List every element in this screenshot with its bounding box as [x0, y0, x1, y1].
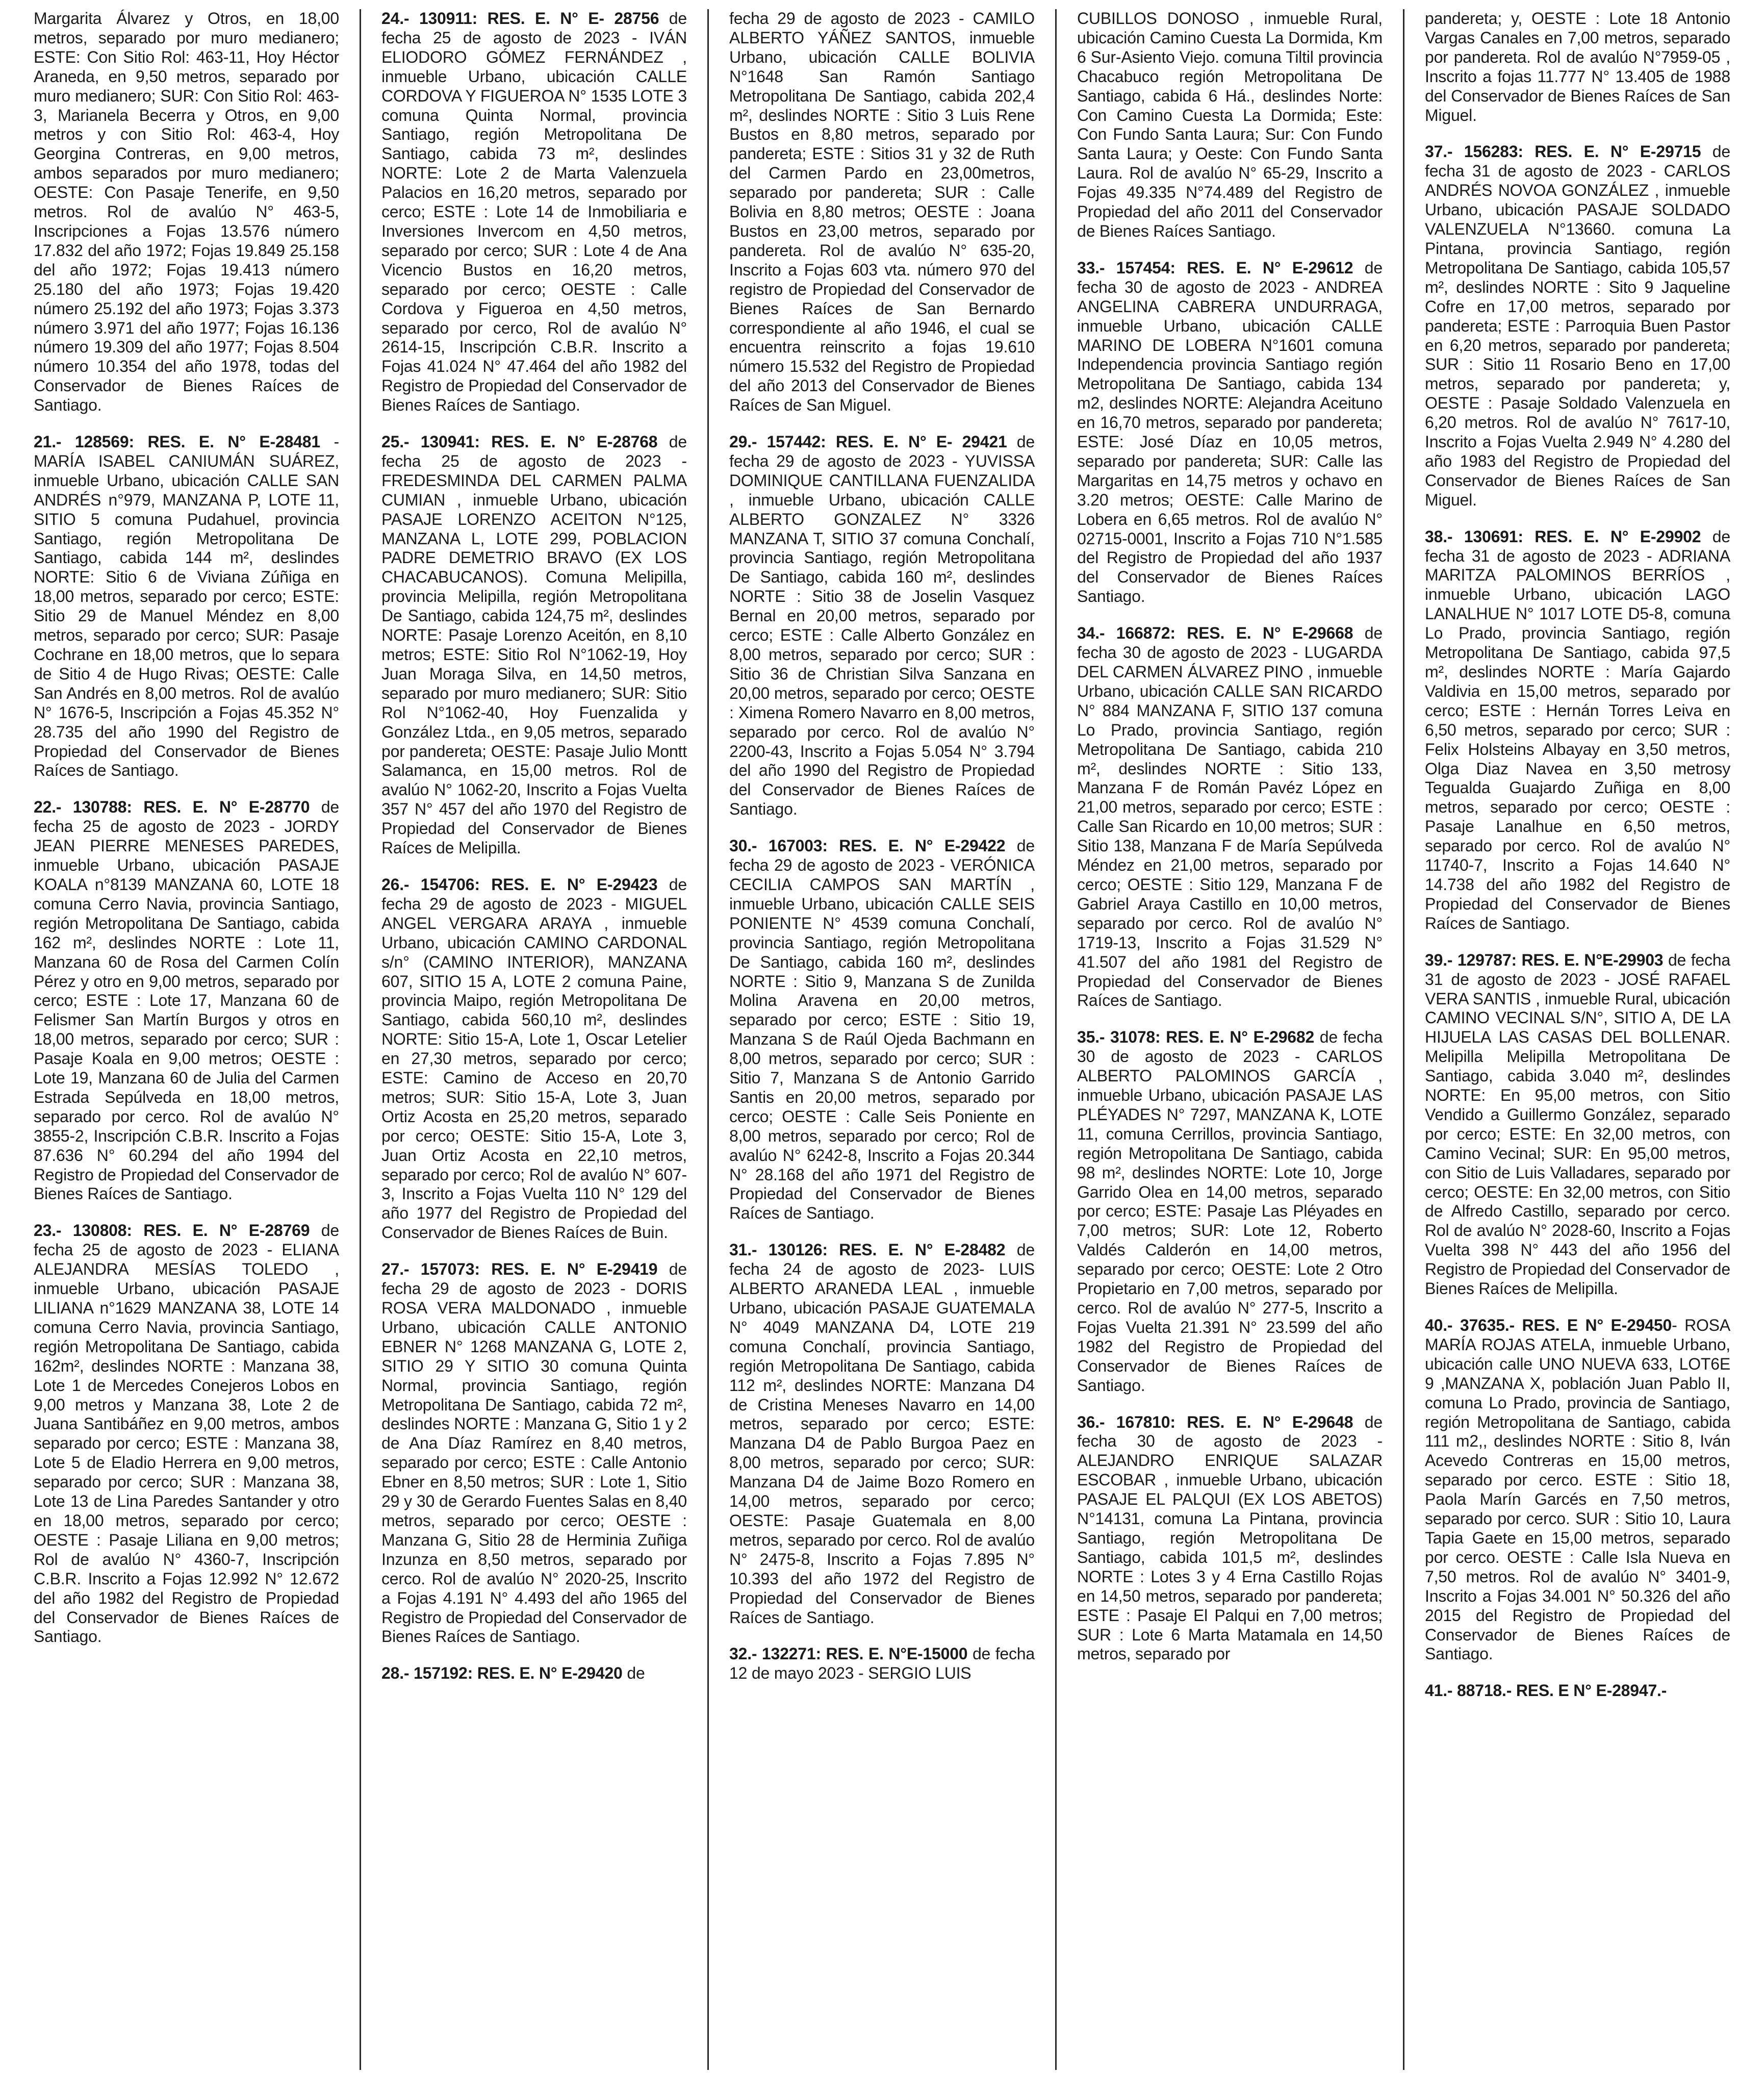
entry-text: de fecha 31 de agosto de 2023 - CARLOS ANDRÉS NOVOA GONZÁLEZ , inmueble Urbano, ubicación PASAJE SOLDADO VALENZUELA N°13660. comuna La Pintana, provincia Santiago, región Metropolitana De Santiago, cabida 105,57 m², deslindes NORTE : Sito 9 Jaqueline Cofre en 17,00 metros, separado por pandereta; ESTE : Parroquia Buen Pastor en 6,20 metros, separado por pandereta; SUR : Sitio 11 Rosario Beno en 17,00 metros, separado por pandereta; y, OESTE : Pasaje Soldado Valenzuela en 6,20 metros. Rol de avalúo N° 7617-10, Inscrito a Fojas Vuelta 2.949 N° 4.280 del año 1983 del Registro de Propiedad del Conservador de Bienes Raíces de San Miguel. [1425, 142, 1730, 509]
entry-heading: 23.- 130808: RES. E. N° E-28769 [34, 1221, 310, 1240]
entry-text: de fecha 12 de mayo 2023 - SERGIO LUIS [729, 1645, 1035, 1683]
legal-notice-entry [34, 9, 339, 415]
entry-heading: 29.- 157442: RES. E. N° E- 29421 [729, 433, 1007, 451]
entry-heading: 26.- 154706: RES. E. N° E-29423 [381, 875, 658, 894]
legal-notice-entry [34, 798, 339, 1204]
legal-notice-entry [381, 9, 687, 415]
entry-heading: 25.- 130941: RES. E. N° E-28768 [381, 433, 658, 451]
entry-heading: 39.- 129787: RES. E. N°E-29903 [1425, 950, 1664, 969]
entry-heading: 32.- 132271: RES. E. N°E-15000 [729, 1645, 968, 1663]
entry-text: CUBILLOS DONOSO , inmueble Rural, ubicación Camino Cuesta La Dormida, Km 6 Sur-Asiento Viejo. comuna Tiltil provincia Chacabuco región Metropolitana De Santiago, cabida 6 Há., deslindes Norte: Con Camino Cuesta La Dormida; Este: Con Fundo Santa Laura; Sur: Con Fundo Santa Laura; y Oeste: Con Fundo Santa Laura. Rol de avalúo N° 65-29, Inscrito a Fojas 49.335 N°74.489 del Registro de Propiedad del año 2011 del Conservador de Bienes Raíces Santiago. [1077, 9, 1383, 240]
entry-heading: 36.- 167810: RES. E. N° E-29648 [1077, 1412, 1353, 1431]
legal-notice-entry [1425, 951, 1730, 1299]
legal-notice-entry [381, 1664, 687, 1683]
column-3 [709, 9, 1057, 2070]
column-1 [23, 9, 361, 2070]
entry-heading: 37.- 156283: RES. E. N° E-29715 [1425, 142, 1701, 161]
entry-text: de fecha 30 de agosto de 2023 - ALEJANDRO ENRIQUE SALAZAR ESCOBAR , inmueble Urbano, ubicación PASAJE EL PALQUI (EX LOS ABETOS) N°14131, comuna La Pintana, provincia Santiago, región Metropolitana De Santiago, cabida 101,5 m², deslindes NORTE : Lotes 3 y 4 Erna Castillo Rojas en 14,50 metros, separado por pandereta; ESTE : Pasaje El Palqui en 7,00 metros; SUR : Lote 6 Marta Matamala en 14,50 metros, separado por [1077, 1412, 1383, 1663]
entry-text: de fecha 31 de agosto de 2023 - ADRIANA MARITZA PALOMINOS BERRÍOS , inmueble Urbano, ubicación LAGO LANALHUE N° 1017 LOTE D5-8, comuna Lo Prado, provincia Santiago, región Metropolitana De Santiago, cabida 97,5 m², deslindes NORTE : María Gajardo Valdivia en 15,00 metros, separado por cerco; ESTE : Hernán Torres Leiva en 6,50 metros, separado por cerco; SUR : Felix Holsteins Albayay en 3,50 metros, Olga Diaz Navea en 3,50 metrosy Tegualda Guajardo Zuñiga en 8,00 metros, separado por cerco; OESTE : Pasaje Lanalhue en 6,50 metros, separado por cerco. Rol de avalúo N° 11740-7, Inscrito a Fojas 14.640 N° 14.738 del año 1982 del Registro de Propiedad del Conservador de Bienes Raíces de Santiago. [1425, 527, 1730, 932]
legal-notice-entry [381, 1260, 687, 1647]
entry-text: de fecha 30 de agosto de 2023 - CARLOS ALBERTO PALOMINOS GARCÍA , inmueble Urbano, ubicación PASAJE LAS PLÉYADES N° 7297, MANZANA K, LOTE 11, comuna Cerrillos, provincia Santiago, región Metropolitana De Santiago, cabida 98 m², deslindes NORTE: Lote 10, Jorge Garrido Olea en 14,00 metros, separado por cerco; ESTE: Pasaje Las Pléyades en 7,00 metros; SUR: Lote 12, Roberto Valdés Calderón en 14,00 metros, separado por cerco; OESTE: Lote 2 Otro Propietario en 7,00 metros, separado por cerco. Rol de avalúo N° 277-5, Inscrito a Fojas Vuelta 21.391 N° 23.599 del año 1982 del Registro de Propiedad del Conservador de Bienes Raíces de Santiago. [1077, 1028, 1383, 1395]
entry-heading: 30.- 167003: RES. E. N° E-29422 [729, 837, 1006, 855]
legal-notice-entry [1425, 1681, 1730, 1701]
legal-notice-entry [1077, 1028, 1383, 1395]
entry-heading: 28.- 157192: RES. E. N° E-29420 [381, 1664, 623, 1683]
legal-notice-entry [381, 433, 687, 858]
legal-notice-entry [729, 837, 1035, 1223]
legal-notice-entry [729, 9, 1035, 415]
entry-text: de fecha 30 de agosto de 2023 - LUGARDA DEL CARMEN ÁLVAREZ PINO , inmueble Urbano, ubicación CALLE SAN RICARDO N° 884 MANZANA F, SITIO 137 comuna Lo Prado, provincia Santiago, región Metropolitana De Santiago, cabida 210 m², deslindes NORTE : Sitio 133, Manzana F de Román Pavéz López en 21,00 metros, separado por cerco; ESTE : Calle San Ricardo en 10,00 metros; SUR : Sitio 138, Manzana F de María Sepúlveda Méndez en 21,00 metros, separado por cerco; OESTE : Sitio 129, Manzana F de Gabriel Araya Castillo en 10,00 metros, separado por cerco. Rol de avalúo N° 1719-13, Inscrito a Fojas 31.529 N° 41.507 del año 1981 del Registro de Propiedad del Conservador de Bienes Raíces de Santiago. [1077, 624, 1383, 1010]
entry-heading: 27.- 157073: RES. E. N° E-29419 [381, 1260, 658, 1279]
entry-text: de [622, 1664, 645, 1683]
entry-heading: 41.- 88718.- RES. E N° E-28947.- [1425, 1681, 1667, 1700]
entry-heading: 33.- 157454: RES. E. N° E-29612 [1077, 258, 1353, 277]
entry-text: fecha 29 de agosto de 2023 - CAMILO ALBERTO YÁÑEZ SANTOS, inmueble Urbano, ubicación CALLE BOLIVIA N°1648 San Ramón Santiago Metropolitana De Santiago, cabida 202,4 m², deslindes NORTE : Sitio 3 Luis Rene Bustos en 8,80 metros, separado por pandereta; ESTE : Sitios 31 y 32 de Ruth del Carmen Pardo en 23,00metros, separado por pandereta; SUR : Calle Bolivia en 8,80 metros; OESTE : Joana Bustos en 23,00 metros, separado por pandereta. Rol de avalúo N° 635-20, Inscrito a Fojas 603 vta. número 970 del registro de Propiedad del Conservador de Bienes Raíces de San Bernardo correspondiente al año 1946, el cual se encuentra reinscrito a fojas 19.610 número 15.532 del Registro de Propiedad del año 2013 del Conservador de Bienes Raíces de San Miguel. [729, 9, 1035, 415]
entry-text: de fecha 25 de agosto de 2023 - JORDY JEAN PIERRE MENESES PAREDES, inmueble Urbano, ubicación PASAJE KOALA n°8139 MANZANA 60, LOTE 18 comuna Cerro Navia, provincia Santiago, región Metropolitana De Santiago, cabida 162 m², deslindes NORTE : Lote 11, Manzana 60 de Rosa del Carmen Colín Pérez y otro en 9,00 metros, separado por cerco; ESTE : Lote 17, Manzana 60 de Felismer San Martín Burgos y otros en 18,00 metros, separado por cerco; SUR : Pasaje Koala en 9,00 metros; OESTE : Lote 19, Manzana 60 de Julia del Carmen Estrada Sepúlveda en 18,00 metros, separado por cerco. Rol de avalúo N° 3855-2, Inscripción C.B.R. Inscrito a Fojas 87.636 N° 60.294 del año 1994 del Registro de Propiedad del Conservador de Bienes Raíces de Santiago. [34, 798, 339, 1203]
entry-text: de fecha 29 de agosto de 2023 - YUVISSA DOMINIQUE CANTILLANA FUENZALIDA , inmueble Urbano, ubicación CALLE ALBERTO GONZALEZ N° 3326 MANZANA T, SITIO 37 comuna Conchalí, provincia Santiago, región Metropolitana De Santiago, cabida 160 m², deslindes NORTE : Sitio 38 de Joselin Vasquez Bernal en 20,00 metros, separado por cerco; ESTE : Calle Alberto González en 8,00 metros, separado por cerco; SUR : Sitio 36 de Christian Silva Sanzana en 20,00 metros, separado por cerco; OESTE : Ximena Romero Navarro en 8,00 metros, separado por cerco. Rol de avalúo N° 2200-43, Inscrito a Fojas 5.054 N° 3.794 del año 1990 del Registro de Propiedad del Conservador de Bienes Raíces de Santiago. [729, 433, 1035, 819]
entry-text: de fecha 30 de agosto de 2023 - ANDREA ANGELINA CABRERA UNDURRAGA, inmueble Urbano, ubicación CALLE MARINO DE LOBERA N°1601 comuna Independencia provincia Santiago región Metropolitana De Santiago, cabida 134 m2, deslindes NORTE: Alejandra Aceituno en 16,70 metros, separado por pandereta; ESTE: José Díaz en 10,05 metros, separado por pandereta; SUR: Calle las Margaritas en 14,75 metros y ochavo en 3.20 metros; OESTE: Calle Marino de Lobera en 6,65 metros. Rol de avalúo N° 02715-0001, Inscrito a Fojas 710 N°1.585 del Registro de Propiedad del año 1937 del Conservador de Bienes Raíces Santiago. [1077, 258, 1383, 606]
legal-notice-entry [729, 1241, 1035, 1627]
entry-heading: 31.- 130126: RES. E. N° E-28482 [729, 1241, 1006, 1259]
legal-notice-entry [1425, 1316, 1730, 1664]
legal-notice-entry [1425, 527, 1730, 933]
entry-heading: 38.- 130691: RES. E. N° E-29902 [1425, 527, 1701, 546]
entry-heading: 24.- 130911: RES. E. N° E- 28756 [381, 9, 659, 28]
legal-notice-entry [729, 1645, 1035, 1683]
column-2 [361, 9, 709, 2070]
entry-text: de fecha 24 de agosto de 2023- LUIS ALBERTO ARANEDA LEAL , inmueble Urbano, ubicación PASAJE GUATEMALA N° 4049 MANZANA D4, LOTE 219 comuna Conchalí, provincia Santiago, región Metropolitana De Santiago, cabida 112 m², deslindes NORTE: Manzana D4 de Cristina Meneses Navarro en 14,00 metros, separado por cerco; ESTE: Manzana D4 de Pablo Burgoa Paez en 8,00 metros, separado por cerco; SUR: Manzana D4 de Jaime Bozo Romero en 14,00 metros, separado por cerco; OESTE: Pasaje Guatemala en 8,00 metros, separado por cerco. Rol de avalúo N° 2475-8, Inscrito a Fojas 7.895 N° 10.393 del año 1972 del Registro de Propiedad del Conservador de Bienes Raíces de Santiago. [729, 1241, 1035, 1627]
legal-notice-entry [34, 433, 339, 780]
legal-notice-entry [1077, 1413, 1383, 1664]
legal-notice-entry [381, 875, 687, 1243]
legal-notice-entry [729, 433, 1035, 819]
legal-notice-entry [1425, 9, 1730, 125]
legal-notice-entry [34, 1221, 339, 1647]
legal-notice-entry [1077, 259, 1383, 606]
entry-text: - MARÍA ISABEL CANIUMÁN SUÁREZ, inmueble Urbano, ubicación CALLE SAN ANDRÉS n°979, MANZANA P, LOTE 11, SITIO 5 comuna Pudahuel, provincia Santiago, región Metropolitana De Santiago, cabida 144 m², deslindes NORTE: Sitio 6 de Viviana Zúñiga en 18,00 metros, separado por cerco; ESTE: Sitio 29 de Manuel Méndez en 8,00 metros, separado por cerco; SUR: Pasaje Cochrane en 18,00 metros, que lo separa de Sitio 4 de Hugo Rivas; OESTE: Calle San Andrés en 8,00 metros. Rol de avalúo N° 1676-5, Inscripción a Fojas 45.352 N° 28.735 del año 1990 del Registro de Propiedad del Conservador de Bienes Raíces de Santiago. [34, 433, 339, 780]
legal-notice-entry [1425, 142, 1730, 510]
entry-heading: 40.- 37635.- RES. E N° E-29450 [1425, 1316, 1672, 1334]
legal-notice-entry [1077, 624, 1383, 1010]
legal-notice-entry [1077, 9, 1383, 241]
entry-text: pandereta; y, OESTE : Lote 18 Antonio Vargas Canales en 7,00 metros, separado por pandereta. Rol de avalúo N°7959-05 , Inscrito a fojas 11.777 N° 13.405 de 1988 del Conservador de Bienes Raíces de San Miguel. [1425, 9, 1730, 124]
entry-heading: 35.- 31078: RES. E. N° E-29682 [1077, 1028, 1315, 1047]
entry-heading: 21.- 128569: RES. E. N° E-28481 [34, 433, 320, 451]
entry-text: de fecha 25 de agosto de 2023 - IVÁN ELIODORO GÓMEZ FERNÁNDEZ , inmueble Urbano, ubicación CALLE CORDOVA Y FIGUEROA N° 1535 LOTE 3 comuna Quinta Normal, provincia Santiago, región Metropolitana De Santiago, cabida 73 m², deslindes NORTE: Lote 2 de Marta Valenzuela Palacios en 16,20 metros, separado por cerco; ESTE : Lote 14 de Inmobiliaria e Inversiones Invercom en 4,50 metros, separado por cerco; SUR : Lote 4 de Ana Vicencio Bustos en 16,20 metros, separado por cerco; OESTE : Calle Cordova y Figueroa en 4,50 metros, separado por cerco, Rol de avalúo N° 2614-15, Inscripción C.B.R. Inscrito a Fojas 41.024 N° 47.464 del año 1982 del Registro de Propiedad del Conservador de Bienes Raíces de Santiago. [381, 9, 687, 415]
column-4 [1057, 9, 1404, 2070]
entry-text: de fecha 31 de agosto de 2023 - JOSÉ RAFAEL VERA SANTIS , inmueble Rural, ubicación CAMINO VECINAL S/N°, SITIO A, DE LA HIJUELA LAS CASAS DEL BOLLENAR. Melipilla Melipilla Metropolitana De Santiago, cabida 3.040 m², deslindes NORTE: En 95,00 metros, con Sitio Vendido a Guillermo González, separado por cerco; ESTE: En 32,00 metros, con Camino Vecinal; SUR: En 95,00 metros, con Sitio de Luis Valladares, separado por cerco; OESTE: En 32,00 metros, con Sitio de Alfredo Castillo, separado por cerco. Rol de avalúo N° 2028-60, Inscrito a Fojas Vuelta 398 N° 443 del año 1956 del Registro de Propiedad del Conservador de Bienes Raíces de Melipilla. [1425, 950, 1730, 1298]
entry-text: de fecha 29 de agosto de 2023 - VERÓNICA CECILIA CAMPOS SAN MARTÍN , inmueble Urbano, ubicación CALLE SEIS PONIENTE N° 4539 comuna Conchalí, provincia Santiago, región Metropolitana De Santiago, cabida 160 m², deslindes NORTE : Sitio 9, Manzana S de Zunilda Molina Aravena en 20,00 metros, separado por cerco; ESTE : Sitio 19, Manzana S de Raúl Ojeda Bachmann en 8,00 metros, separado por cerco; SUR : Sitio 7, Manzana S de Antonio Garrido Santis en 20,00 metros, separado por cerco; OESTE : Calle Seis Poniente en 8,00 metros, separado por cerco; Rol de avalúo N° 6242-8, Inscrito a Fojas 20.344 N° 28.168 del año 1971 del Registro de Propiedad del Conservador de Bienes Raíces de Santiago. [729, 837, 1035, 1223]
entry-text: de fecha 29 de agosto de 2023 - MIGUEL ANGEL VERGARA ARAYA , inmueble Urbano, ubicación CAMINO CARDONAL s/n° (CAMINO INTERIOR), MANZANA 607, SITIO 15 A, LOTE 2 comuna Paine, provincia Maipo, región Metropolitana De Santiago, cabida 560,10 m², deslindes NORTE: Sitio 15-A, Lote 1, Oscar Letelier en 27,30 metros, separado por cerco; ESTE: Camino de Acceso en 20,70 metros; SUR: Sitio 15-A, Lote 3, Juan Ortiz Acosta en 25,20 metros, separado por cerco; OESTE: Sitio 15-A, Lote 3, Juan Ortiz Acosta en 22,10 metros, separado por cerco; Rol de avalúo N° 607-3, Inscrito a Fojas Vuelta 110 N° 129 del año 1977 del Registro de Propiedad del Conservador de Bienes Raíces de Buin. [381, 875, 687, 1242]
entry-text: de fecha 25 de agosto de 2023 - ELIANA ALEJANDRA MESÍAS TOLEDO , inmueble Urbano, ubicación PASAJE LILIANA n°1629 MANZANA 38, LOTE 14 comuna Cerro Navia, provincia Santiago, región Metropolitana De Santiago, cabida 162m², deslindes NORTE : Manzana 38, Lote 1 de Mercedes Conejeros Lobos en 9,00 metros y Manzana 38, Lote 2 de Juana Santibáñez en 9,00 metros, ambos separado por cerco; ESTE : Manzana 38, Lote 5 de Eladio Herrera en 9,00 metros, separado por cerco; SUR : Manzana 38, Lote 13 de Lina Paredes Santander y otro en 18,00 metros, separado por cerco; OESTE : Pasaje Liliana en 9,00 metros; Rol de avalúo N° 4360-7, Inscripción C.B.R. Inscrito a Fojas 12.992 N° 12.672 del año 1982 del Registro de Propiedad del Conservador de Bienes Raíces de Santiago. [34, 1221, 339, 1646]
entry-text: Margarita Álvarez y Otros, en 18,00 metros, separado por muro medianero; ESTE: Con Sitio Rol: 463-11, Hoy Héctor Araneda, en 9,50 metros, separado por muro medianero; SUR: Con Sitio Rol: 463-3, Marianela Becerra y Otros, en 9,00 metros y con Sitio Rol: 463-4, Hoy Georgina Contreras, en 9,00 metros, ambos separados por muro medianero; OESTE: Con Pasaje Tenerife, en 9,50 metros. Rol de avalúo N° 463-5, Inscripciones a Fojas 13.576 número 17.832 del año 1972; Fojas 19.849 25.158 del año 1972; Fojas 19.413 número 25.180 del año 1973; Fojas 19.420 número 25.192 del año 1973; Fojas 3.373 número 3.971 del año 1977; Fojas 16.136 número 19.309 del año 1977; Fojas 8.504 número 10.354 del año 1978, todas del Conservador de Bienes Raíces de Santiago. [34, 9, 339, 415]
entry-heading: 34.- 166872: RES. E. N° E-29668 [1077, 624, 1353, 643]
column-5 [1404, 9, 1741, 2070]
entry-text: - ROSA MARÍA ROJAS ATELA, inmueble Urbano, ubicación calle UNO NUEVA 633, LOT6E 9 ,MANZANA X, población Juan Pablo II, comuna Lo Prado, provincia de Santiago, región Metropolitana de Santiago, cabida 111 m2,, deslindes NORTE : Sitio 8, Iván Acevedo Contreras en 15,00 metros, separado por cerco. ESTE : Sitio 18, Paola Marín Garcés en 7,50 metros, separado por cerco. SUR : Sitio 10, Laura Tapia Gaete en 15,00 metros, separado por cerco. OESTE : Calle Isla Nueva en 7,50 metros. Rol de avalúo N° 3401-9, Inscrito a Fojas 34.001 N° 50.326 del año 2015 del Registro de Propiedad del Conservador de Bienes Raíces de Santiago. [1425, 1316, 1730, 1663]
entry-text: de fecha 29 de agosto de 2023 - DORIS ROSA VERA MALDONADO , inmueble Urbano, ubicación CALLE ANTONIO EBNER N° 1268 MANZANA G, LOTE 2, SITIO 29 Y SITIO 30 comuna Quinta Normal, provincia Santiago, región Metropolitana De Santiago, cabida 72 m², deslindes NORTE : Manzana G, Sitio 1 y 2 de Ana Díaz Ramírez en 8,40 metros, separado por cerco; ESTE : Calle Antonio Ebner en 8,50 metros; SUR : Lote 1, Sitio 29 y 30 de Gerardo Fuentes Salas en 8,40 metros, separado por cerco; OESTE : Manzana G, Sitio 28 de Herminia Zuñiga Inzunza en 8,50 metros, separado por cerco. Rol de avalúo N° 2020-25, Inscrito a Fojas 4.191 N° 4.493 del año 1965 del Registro de Propiedad del Conservador de Bienes Raíces de Santiago. [381, 1260, 687, 1646]
entry-heading: 22.- 130788: RES. E. N° E-28770 [34, 798, 310, 817]
entry-text: de fecha 25 de agosto de 2023 - FREDESMINDA DEL CARMEN PALMA CUMIAN , inmueble Urbano, ubicación PASAJE LORENZO ACEITON N°125, MANZANA L, LOTE 299, POBLACION PADRE DEMETRIO BRAVO (EX LOS CHACABUCANOS). Comuna Melipilla, provincia Melipilla, región Metropolitana De Santiago, cabida 124,75 m², deslindes NORTE: Pasaje Lorenzo Aceitón, en 8,10 metros; ESTE: Sitio Rol N°1062-19, Hoy Juan Moraga Silva, en 14,50 metros, separado por muro medianero; SUR: Sitio Rol N°1062-40, Hoy Fuenzalida y González Ltda., en 9,05 metros, separado por pandereta; OESTE: Pasaje Julio Montt Salamanca, en 15,00 metros. Rol de avalúo N° 1062-20, Inscrito a Fojas Vuelta 357 N° 457 del año 1970 del Registro de Propiedad del Conservador de Bienes Raíces de Melipilla. [381, 433, 687, 857]
